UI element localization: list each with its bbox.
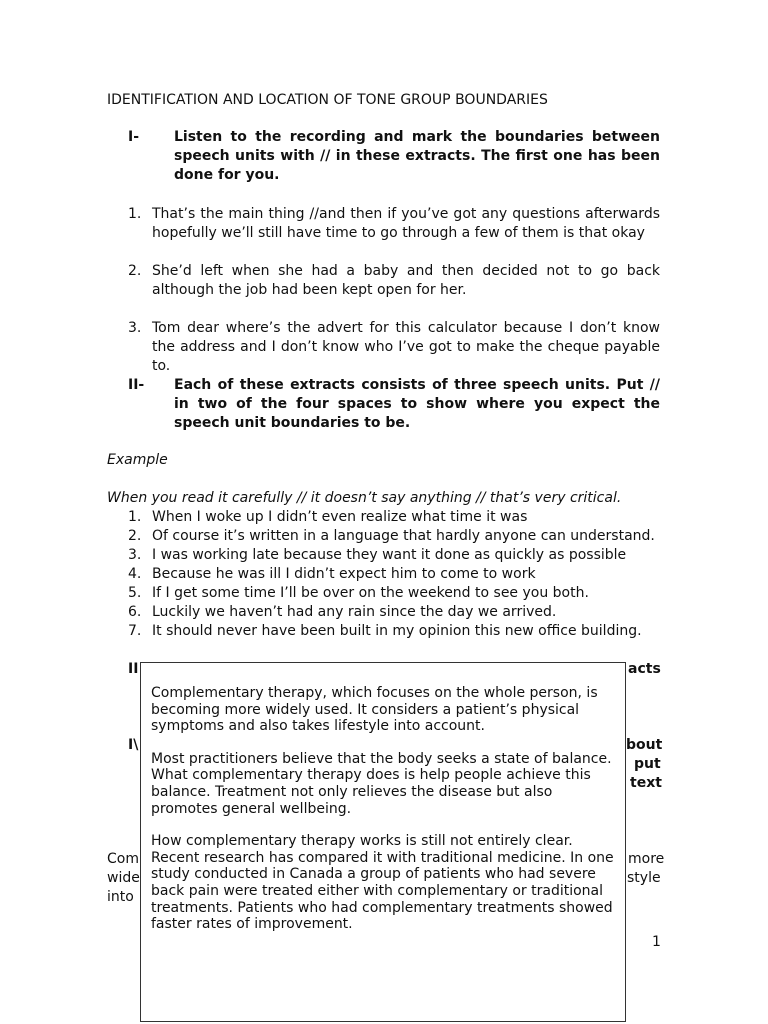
example-text: When you read it carefully // it doesn’t say anything // that’s very critical. [107, 490, 622, 506]
reading-paragraph-2: Most practitioners believe that the body seeks a state of balance. What complementary therapy does is help people achieve this balance. Treatment not only relieves the disease but also promotes general wellbeing. [151, 750, 612, 817]
list-item: 3. Tom dear where’s the advert for this calculator because I don’t know the address and I don’t know who I’ve got to make the cheque payable to. [128, 320, 660, 374]
section-3-text-fragment: acts [628, 661, 661, 677]
body-text-fragment: Com [107, 851, 139, 867]
section-2-list [128, 508, 660, 641]
section-1-list [128, 319, 660, 376]
page-number: 1 [652, 934, 661, 950]
section-1-list [128, 262, 660, 300]
section-1-list [128, 205, 660, 243]
body-text-fragment: more [628, 851, 665, 867]
section-1-number: I- [128, 129, 140, 145]
list-item: 5. If I get some time I’ll be over on the weekend to see you both. [128, 585, 589, 601]
list-item: 2. She’d left when she had a baby and then decided not to go back although the job had been kept open for her. [128, 263, 660, 298]
body-text-fragment: into [107, 889, 134, 905]
reading-text-box [140, 662, 626, 1022]
section-2-instructions: Each of these extracts consists of three speech units. Put // in two of the four spaces to show where you expect the speech unit boundaries to be. [174, 377, 660, 431]
section-1-instructions: Listen to the recording and mark the boundaries between speech units with // in these extracts. The first one has been done for you. [174, 129, 660, 183]
reading-paragraph-1: Complementary therapy, which focuses on the whole person, is becoming more widely used. It considers a patient’s physical symptoms and also takes lifestyle into account. [151, 685, 598, 735]
section-3-number-fragment: II [128, 661, 139, 677]
example-label: Example [107, 452, 168, 468]
section-4-text-fragment: text [630, 775, 662, 791]
body-text-fragment: style [627, 870, 661, 886]
section-4-text-fragment: bout [626, 737, 663, 753]
body-text-fragment: wide [107, 870, 140, 886]
list-item: 1. That’s the main thing //and then if you’ve got any questions afterwards hopefully we’ll still have time to go through a few of them is that okay [128, 206, 660, 241]
list-item: 7. It should never have been built in my opinion this new office building. [128, 623, 642, 639]
reading-paragraph-3: How complementary therapy works is still not entirely clear. Recent research has compared it with traditional medicine. In one study conducted in Canada a group of patients who had severe back pain were treated either with complementary or traditional treatments. Patients who had complementary treatments showed faster rates of improvement. [151, 833, 614, 933]
section-2-number: II- [128, 377, 145, 393]
section-4-number-fragment: I\ [128, 737, 139, 753]
list-item: 2. Of course it’s written in a language that hardly anyone can understand. [128, 528, 655, 544]
list-item: 4. Because he was ill I didn’t expect him to come to work [128, 566, 536, 582]
page-title: IDENTIFICATION AND LOCATION OF TONE GROUP BOUNDARIES [107, 92, 548, 108]
section-1-heading [128, 128, 660, 185]
list-item: 6. Luckily we haven’t had any rain since the day we arrived. [128, 604, 557, 620]
list-item: 1. When I woke up I didn’t even realize what time it was [128, 509, 528, 525]
section-4-text-fragment: put [634, 756, 661, 772]
section-2-heading [128, 376, 660, 433]
list-item: 3. I was working late because they want it done as quickly as possible [128, 547, 627, 563]
